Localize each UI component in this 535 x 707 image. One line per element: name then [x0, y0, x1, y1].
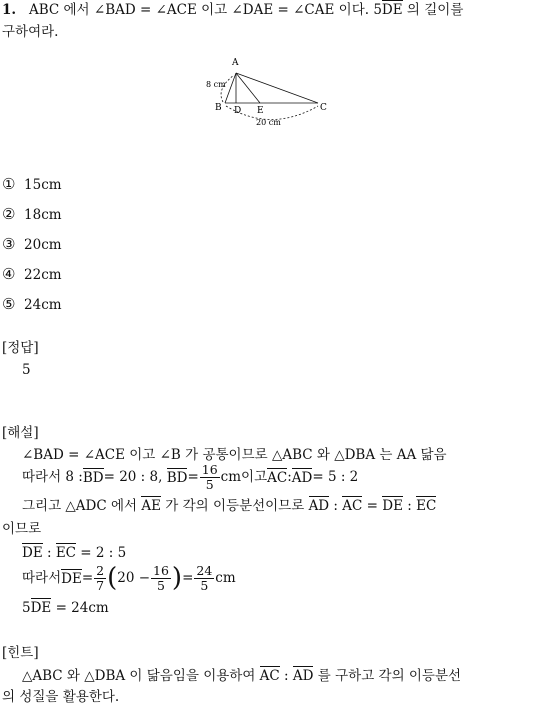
solution-line-5: DE : EC = 2 : 5 — [22, 545, 127, 561]
length-bc: 20 cm — [256, 118, 281, 127]
length-ab: 8 cm — [206, 80, 226, 89]
hint-line-1: △ABC 와 △DBA 이 닮음임을 이용하여 AC : AD 를 구하고 각의 이등분선 — [22, 668, 462, 684]
solution-header: [해설] — [2, 425, 39, 441]
solution-line-6: 따라서 DE = $\frac{2}{7}$ ( 20 − $\frac{16}{5}$ ) = $\frac{24}{5}$ cm — [22, 562, 236, 593]
segment-ab — [225, 73, 236, 103]
fraction-2-7: $\frac{2}{7}$ — [96, 562, 105, 593]
question-line-2: 구하여라. — [2, 24, 59, 40]
option-3[interactable]: ③ 20cm — [2, 235, 62, 253]
fraction-16-5-b: $\frac{16}{5}$ — [153, 562, 169, 593]
vertex-d: D — [234, 106, 242, 116]
question-line-1: 1. ABC 에서 ∠BAD = ∠ACE 이고 ∠DAE = ∠CAE 이다. 5DE 의 길이를 — [2, 2, 464, 18]
option-2[interactable]: ② 18cm — [2, 205, 62, 223]
solution-line-3: 그리고 △ADC 에서 AE 가 각의 이등분선이므로 AD : AC = DE : EC — [22, 498, 437, 514]
fraction-16-5: $\frac{16}{5}$ — [201, 461, 218, 492]
triangle-figure — [196, 55, 336, 130]
option-1[interactable]: ① 15cm — [2, 175, 62, 193]
vertex-b: B — [215, 103, 222, 113]
solution-line-1: ∠BAD = ∠ACE 이고 ∠B 가 공통이므로 △ABC 와 △DBA 는 AA 닮음 — [22, 447, 447, 463]
vertex-c: C — [320, 103, 327, 113]
option-5[interactable]: ⑤ 24cm — [2, 295, 62, 313]
hint-header: [힌트] — [2, 645, 39, 661]
fraction-24-5: $\frac{24}{5}$ — [196, 562, 213, 593]
vertex-e: E — [257, 106, 264, 116]
option-4[interactable]: ④ 22cm — [2, 265, 62, 283]
solution-line-4: 이므로 — [2, 521, 42, 537]
answer-header: [정답] — [2, 340, 39, 356]
question-number: 1. — [2, 2, 17, 18]
solution-line-2: 따라서 8 : BD = 20 : 8, BD = $\frac{16}{5}$ cm 이고 AC : AD = 5 : 2 — [22, 461, 359, 492]
solution-line-7: 5DE = 24cm — [22, 600, 109, 616]
vertex-a: A — [232, 58, 239, 68]
hint-line-2: 의 성질을 활용한다. — [2, 689, 120, 705]
answer-value: 5 — [22, 362, 31, 378]
